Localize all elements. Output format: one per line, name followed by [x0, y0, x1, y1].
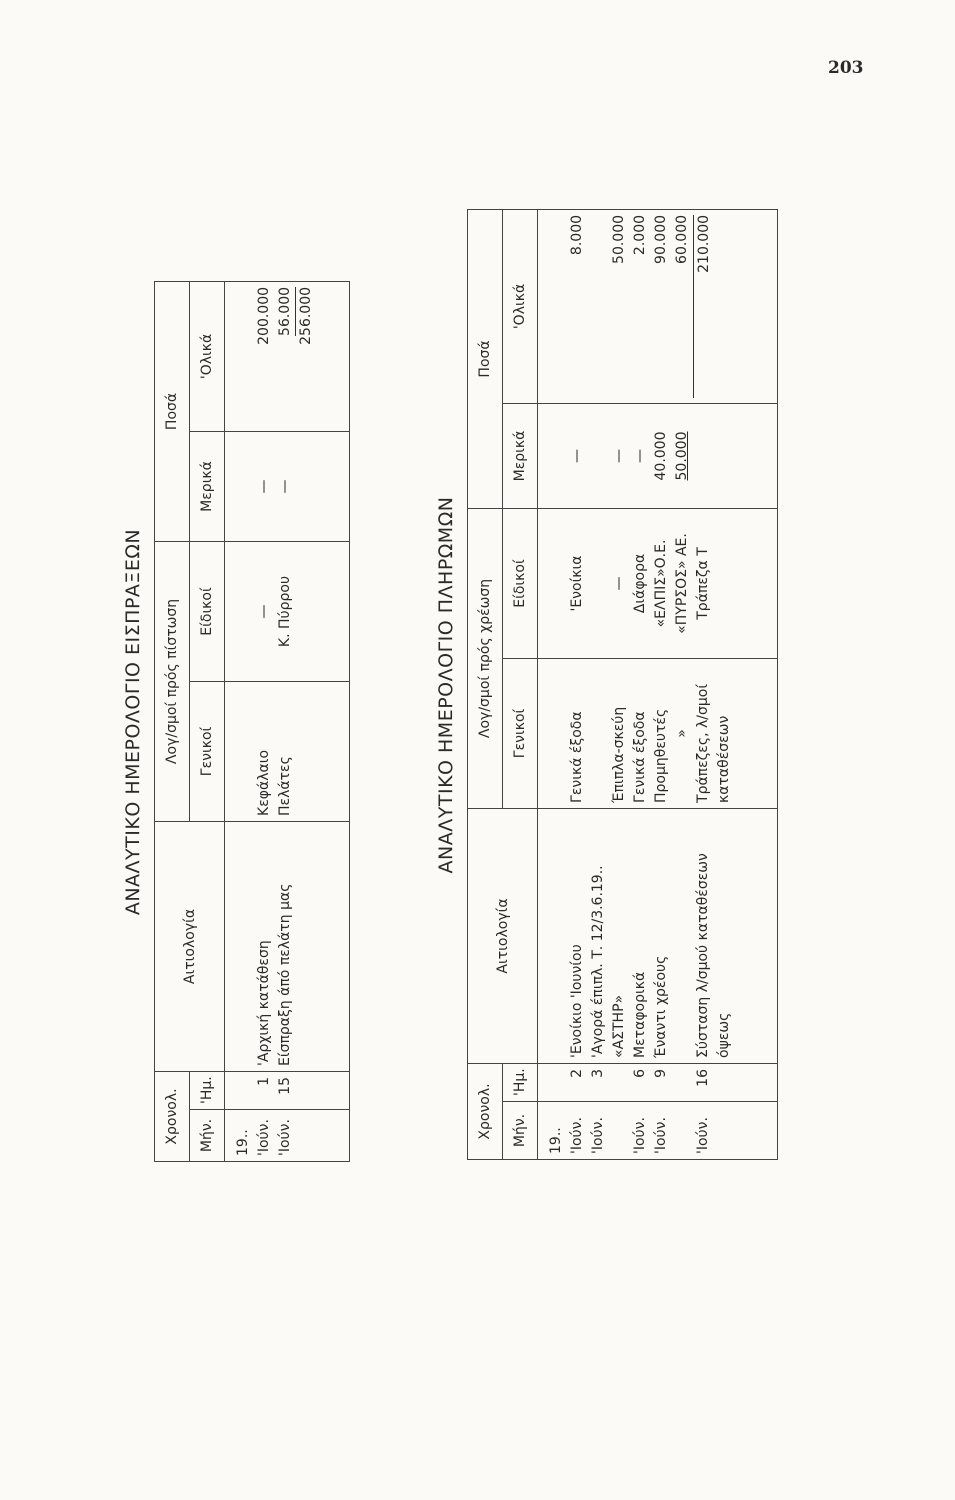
special-cell: — Κ. Πύρρου [225, 541, 350, 681]
general-header: Γενικοί [503, 658, 538, 808]
day-header: 'Ημ. [503, 1063, 538, 1101]
reason-cell: 'Αρχική κατάθεση Είσπραξη άπό πελάτη μας [225, 821, 350, 1071]
year-label: 19.. [235, 1129, 251, 1156]
month-header: Μήν. [503, 1102, 538, 1160]
table-row [538, 209, 778, 1159]
reason-cell: 'Ενοίκιο 'Ιουνίου 'Αγορά έπιπλ. Τ. 12/3.6.19.. «ΑΣΤΗΡ» Μεταφορικά Έναντι χρέους Σύσταση λ/σμού καταθέσεων όψεως [538, 808, 778, 1063]
receipts-table [154, 281, 350, 1162]
table-row [225, 281, 350, 1161]
grand-total: 256.000 [298, 286, 314, 345]
receipts-journal [112, 282, 332, 1162]
amounts-header: Ποσά [155, 281, 190, 541]
special-header: Είδικοί [190, 541, 225, 681]
reason-header: Αιτιολογία [468, 808, 538, 1063]
total-cell: 8.000 50.000 2.000 90.000 60.000 210.000 [538, 209, 778, 403]
payments-journal [425, 210, 775, 1160]
total-header: 'Ολικά [190, 281, 225, 431]
accounts-header: Λογ/σμοί πρός πίστωση [155, 541, 190, 821]
year-label: 19.. [548, 1127, 564, 1154]
general-cell: Γενικά έξοδα Έπιπλα-σκεύη Γενικά έξοδα Προμηθευτές » Τράπεζες, λ/σμοί καταθέσεων [538, 658, 778, 808]
partial-cell: — — — 40.000 50.000 [538, 403, 778, 508]
partial-header: Μερικά [190, 431, 225, 541]
day-header: 'Ημ. [190, 1071, 225, 1109]
reason-header: Αιτιολογία [155, 821, 225, 1071]
total-cell: 200.000 56.000 256.000 [225, 281, 350, 431]
partial-cell: — — [225, 431, 350, 541]
chrono-header: Χρονολ. [468, 1063, 503, 1159]
day-cell: 1 15 [225, 1071, 350, 1109]
special-header: Είδικοί [503, 508, 538, 658]
month-header: Μήν. [190, 1110, 225, 1162]
amounts-header: Ποσά [468, 209, 503, 508]
total-header: 'Ολικά [503, 209, 538, 403]
month-cell: 19.. 'Ιούν. 'Ιούν. [225, 1110, 350, 1162]
grand-total: 210.000 [696, 214, 712, 273]
payments-title: ΑΝΑΛΥΤΙΚΟ ΗΜΕΡΟΛΟΓΙΟ ΠΛΗΡΩΜΩΝ [435, 496, 457, 874]
general-cell: Κεφάλαιο Πελάτες [225, 681, 350, 821]
partial-header: Μερικά [503, 403, 538, 508]
month-cell: 19.. 'Ιούν. 'Ιούν. 'Ιούν. 'Ιούν. 'Ιούν. [538, 1102, 778, 1160]
accounts-header: Λογ/σμοί πρός χρέωση [468, 508, 503, 808]
general-header: Γενικοί [190, 681, 225, 821]
payments-table [467, 209, 778, 1160]
chrono-header: Χρονολ. [155, 1071, 190, 1161]
page-number: 203 [828, 58, 864, 78]
day-cell: 2 3 6 9 16 [538, 1063, 778, 1101]
special-cell: 'Ενοίκια — Διάφορα «ΕΛΠΙΣ»Ο.Ε. «ΠΥΡΣΟΣ» ΑΕ. Τράπεζα Τ [538, 508, 778, 658]
receipts-title: ΑΝΑΛΥΤΙΚΟ ΗΜΕΡΟΛΟΓΙΟ ΕΙΣΠΡΑΞΕΩΝ [122, 528, 144, 916]
